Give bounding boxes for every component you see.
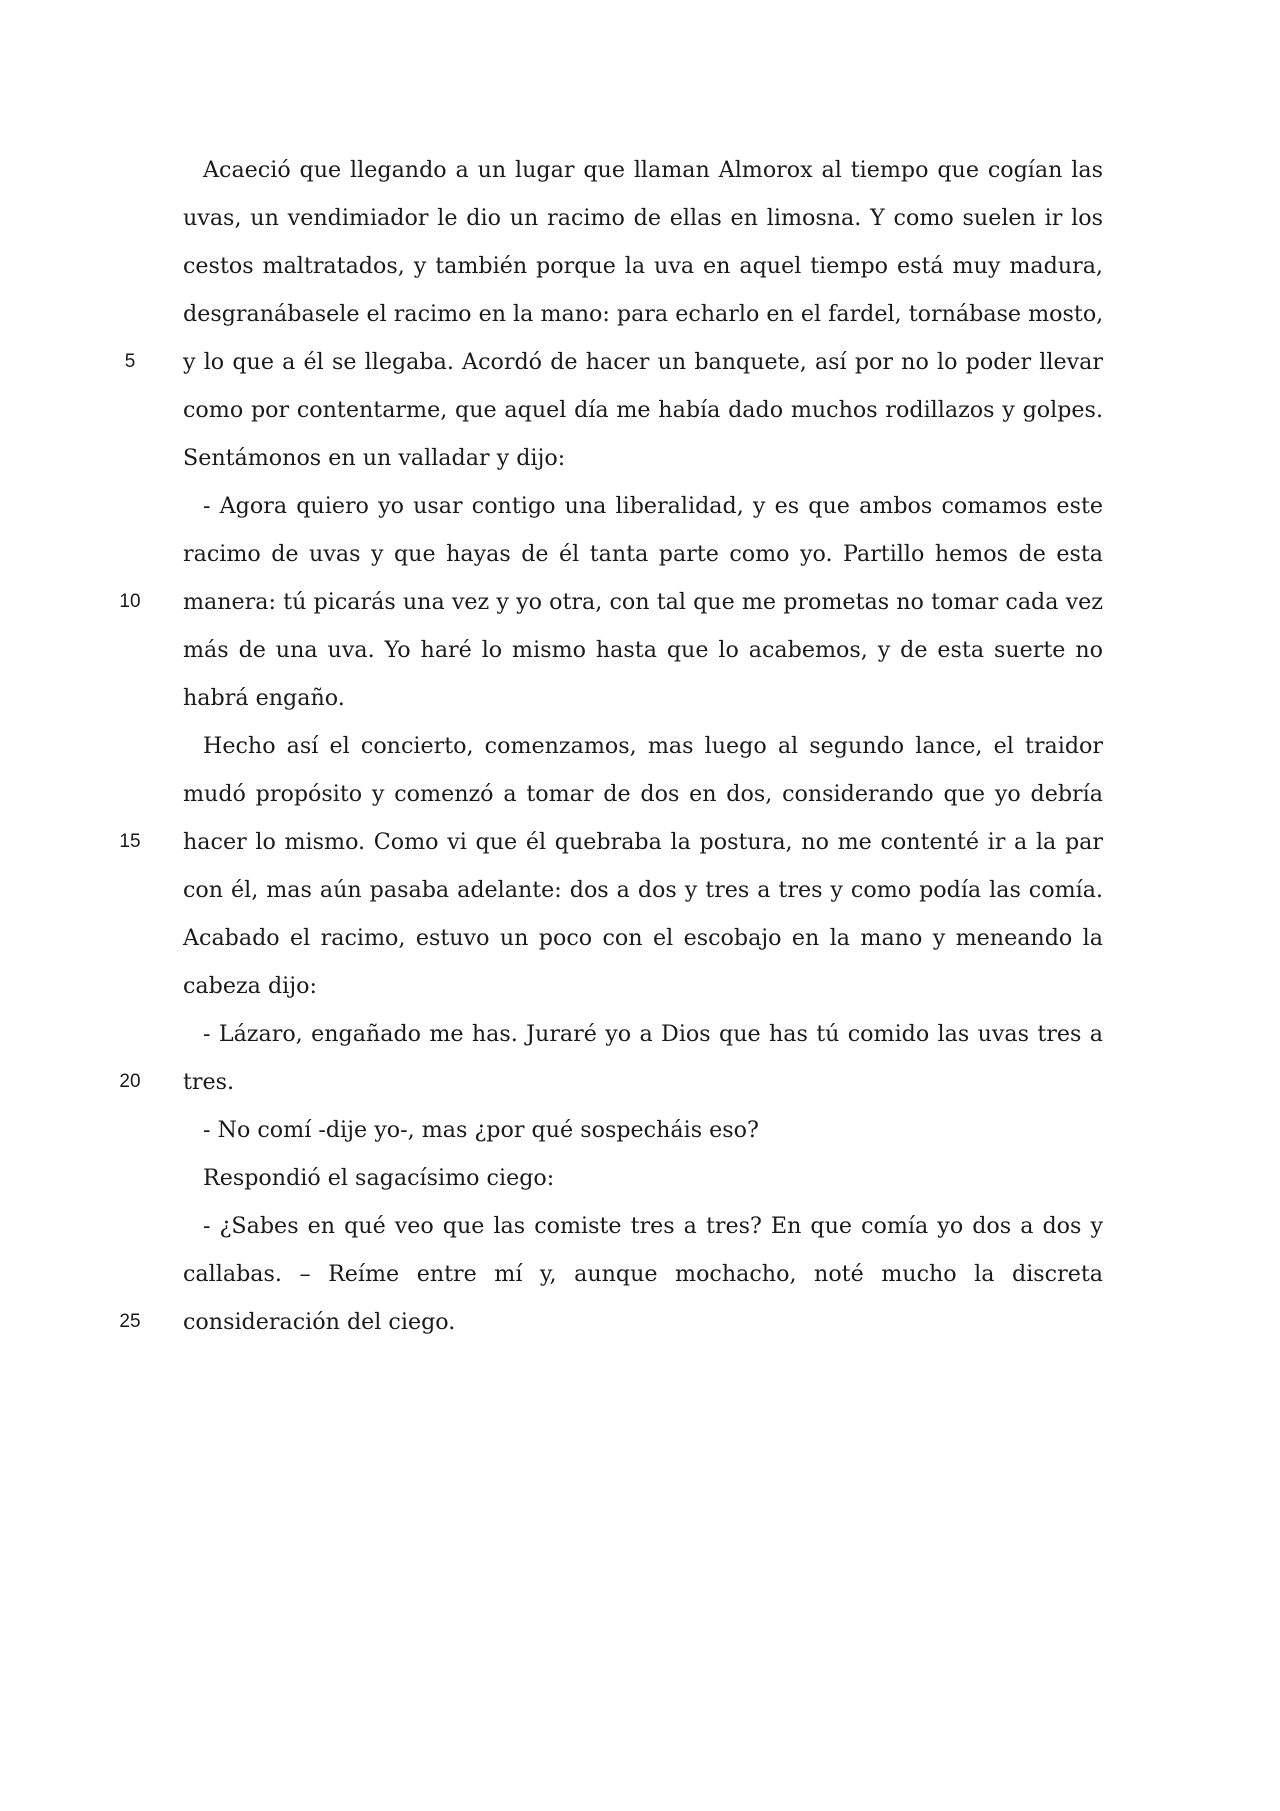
text-line: Acaeció que llegando a un lugar que llaman Almorox al tiempo que cogían las [203,157,1103,183]
text-line: más de una uva. Yo haré lo mismo hasta que lo acabemos, y de esta suerte no [183,637,1103,663]
text-line: habrá engaño. [183,685,345,711]
line-number: 10 [119,591,141,612]
line-number: 20 [119,1071,141,1092]
text-line: Respondió el sagacísimo ciego: [203,1165,555,1191]
text-line: mudó propósito y comenzó a tomar de dos en dos, considerando que yo debría [183,781,1103,807]
text-line: manera: tú picarás una vez y yo otra, con tal que me prometas no tomar cada vez [183,589,1103,615]
text-line: con él, mas aún pasaba adelante: dos a dos y tres a tres y como podía las comía. [183,877,1103,903]
text-line: cestos maltratados, y también porque la uva en aquel tiempo está muy madura, [183,253,1103,279]
line-number: 5 [124,351,136,372]
text-line: como por contentarme, que aquel día me había dado muchos rodillazos y golpes. [183,397,1103,423]
text-line: - No comí -dije yo-, mas ¿por qué sospecháis eso? [203,1117,759,1143]
text-line: Sentámonos en un valladar y dijo: [183,445,566,471]
text-line: y lo que a él se llegaba. Acordó de hacer un banquete, así por no lo poder llevar [183,349,1103,375]
line-number: 15 [119,831,141,852]
text-line: Hecho así el concierto, comenzamos, mas luego al segundo lance, el traidor [203,733,1103,759]
text-line: uvas, un vendimiador le dio un racimo de ellas en limosna. Y como suelen ir los [183,205,1103,231]
text-line: - Lázaro, engañado me has. Juraré yo a Dios que has tú comido las uvas tres a [203,1021,1103,1047]
text-line: - Agora quiero yo usar contigo una liberalidad, y es que ambos comamos este [203,493,1103,519]
text-line: - ¿Sabes en qué veo que las comiste tres a tres? En que comía yo dos a dos y [203,1213,1103,1239]
line-number: 25 [119,1311,141,1332]
text-line: desgranábasele el racimo en la mano: para echarlo en el fardel, tornábase mosto, [183,301,1104,327]
text-line: Acabado el racimo, estuvo un poco con el escobajo en la mano y meneando la [183,925,1103,951]
text-line: racimo de uvas y que hayas de él tanta parte como yo. Partillo hemos de esta [183,541,1103,567]
text-line: consideración del ciego. [183,1309,456,1335]
text-line: callabas. – Reíme entre mí y, aunque mochacho, noté mucho la discreta [183,1261,1103,1287]
text-line: tres. [183,1069,235,1095]
text-line: cabeza dijo: [183,973,317,999]
text-line: hacer lo mismo. Como vi que él quebraba la postura, no me contenté ir a la par [183,829,1103,855]
